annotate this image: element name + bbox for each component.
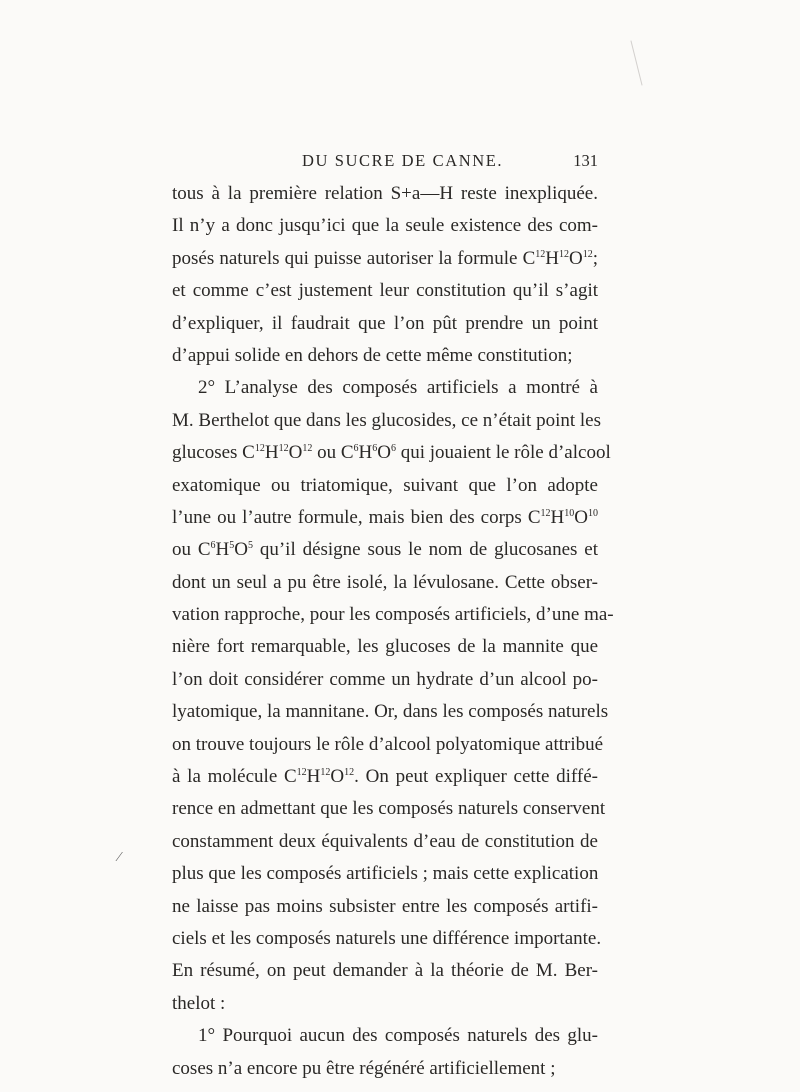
text-run: H	[550, 506, 565, 528]
text-run: En résumé, on peut demander à la théorie de M. Ber-	[172, 960, 598, 982]
text-line	[172, 502, 598, 534]
text-run: posés naturels qui puisse autoriser la formule C	[172, 247, 536, 269]
text-run: rence en admettant que les composés naturels conservent	[172, 798, 606, 820]
body-text	[172, 178, 614, 1085]
page-number: 131	[573, 151, 598, 170]
text-run: tous à la première relation S+a—H reste inexpliquée.	[172, 183, 598, 204]
text-run: nière fort remarquable, les glucoses de la mannite que	[172, 636, 598, 658]
text-line	[172, 923, 602, 955]
text-line	[172, 891, 598, 923]
superscript: 12	[278, 443, 289, 455]
text-run: O	[288, 442, 303, 464]
superscript: 12	[344, 767, 355, 779]
superscript: 12	[320, 767, 331, 779]
text-run: ;	[592, 247, 598, 269]
superscript: 12	[558, 248, 569, 260]
text-run: ou C	[312, 442, 354, 464]
text-run: lyatomique, la mannitane. Or, dans les composés naturels	[172, 701, 609, 723]
text-line	[172, 729, 604, 761]
text-line	[172, 534, 598, 566]
text-line	[172, 1020, 598, 1052]
text-run: constamment deux équivalents d’eau de constitution de	[172, 830, 598, 852]
text-run: O	[574, 506, 588, 528]
text-run: qui jouaient le rôle d’alcool	[395, 442, 611, 464]
text-run: dont un seul a pu être isolé, la lévulosane. Cette obser-	[172, 571, 598, 593]
text-run: 1° Pourquoi aucun des composés naturels des glu-	[198, 1025, 598, 1047]
text-run: d’appui solide en dehors de cette même constitution;	[172, 344, 573, 366]
running-head	[172, 151, 598, 179]
text-line	[172, 372, 598, 404]
text-line	[172, 1053, 598, 1085]
superscript: 12	[296, 767, 307, 779]
text-run: H	[215, 539, 230, 561]
text-run: O	[330, 766, 345, 788]
superscript: 12	[540, 507, 551, 519]
text-line	[172, 664, 598, 696]
text-run: qu’il désigne sous le nom de glucosanes et	[253, 539, 598, 561]
text-run: on trouve toujours le rôle d’alcool polyatomique attribué	[172, 733, 604, 755]
text-line	[172, 340, 598, 372]
text-run: et comme c’est justement leur constitution qu’il s’agit	[172, 280, 598, 302]
text-line	[172, 275, 598, 307]
superscript: 6	[372, 443, 378, 455]
text-run: 2° L’analyse des composés artificiels a montré à	[198, 377, 598, 399]
superscript: 12	[535, 248, 546, 260]
text-run: coses n’a encore pu être régénéré artificiellement ;	[172, 1057, 556, 1079]
text-run: à la molécule C	[172, 766, 297, 788]
text-line	[172, 955, 598, 987]
superscript: 12	[582, 248, 593, 260]
text-run: vation rapproche, pour les composés artificiels, d’une ma-	[172, 604, 614, 626]
superscript: 12	[254, 443, 265, 455]
text-run: thelot :	[172, 992, 226, 1014]
text-run: H	[264, 442, 279, 464]
text-run: M. Berthelot que dans les glucosides, ce n’était point les	[172, 409, 601, 431]
text-run: O	[234, 539, 248, 561]
text-run: ne laisse pas moins subsister entre les composés artifi-	[172, 895, 598, 917]
text-line	[172, 826, 598, 858]
text-line	[172, 696, 609, 728]
text-line	[172, 178, 598, 210]
text-line	[172, 308, 598, 340]
text-line	[172, 470, 598, 502]
superscript: 5	[229, 540, 235, 552]
text-run: . On peut expliquer cette diffé-	[354, 766, 598, 788]
running-title: DU SUCRE DE CANNE.	[302, 151, 504, 170]
text-run: H	[545, 247, 559, 269]
text-line	[172, 631, 598, 663]
text-run: d’expliquer, il faudrait que l’on pût prendre un point	[172, 312, 598, 334]
text-run: O	[377, 442, 391, 464]
text-run: H	[358, 442, 373, 464]
text-line	[172, 210, 598, 242]
text-line	[172, 567, 598, 599]
superscript: 5	[248, 540, 253, 552]
text-run: ou C	[172, 539, 211, 561]
text-run: Il n’y a donc jusqu’ici que la seule existence des com-	[172, 215, 598, 237]
text-run: l’on doit considérer comme un hydrate d’un alcool po-	[172, 668, 598, 690]
text-line	[172, 437, 611, 469]
text-line	[172, 858, 598, 890]
superscript: 6	[390, 443, 396, 455]
superscript: 6	[353, 443, 359, 455]
paper-edge-mark	[630, 41, 642, 86]
text-line	[172, 793, 606, 825]
text-run: l’une ou l’autre formule, mais bien des corps C	[172, 506, 541, 528]
text-line	[172, 599, 614, 631]
superscript: 10	[588, 507, 598, 519]
text-line	[172, 761, 598, 793]
margin-mark: ⁄	[118, 850, 121, 865]
superscript: 6	[210, 540, 216, 552]
text-run: glucoses C	[172, 442, 255, 464]
text-run: plus que les composés artificiels ; mais cette explication	[172, 863, 599, 885]
text-line	[172, 988, 598, 1020]
text-run: ciels et les composés naturels une différence importante.	[172, 927, 602, 949]
superscript: 12	[302, 443, 313, 455]
text-run: H	[306, 766, 321, 788]
text-run: exatomique ou triatomique, suivant que l’on adopte	[172, 474, 598, 496]
text-line	[172, 405, 601, 437]
superscript: 10	[564, 507, 575, 519]
text-run: O	[568, 247, 583, 269]
text-line	[172, 243, 598, 275]
